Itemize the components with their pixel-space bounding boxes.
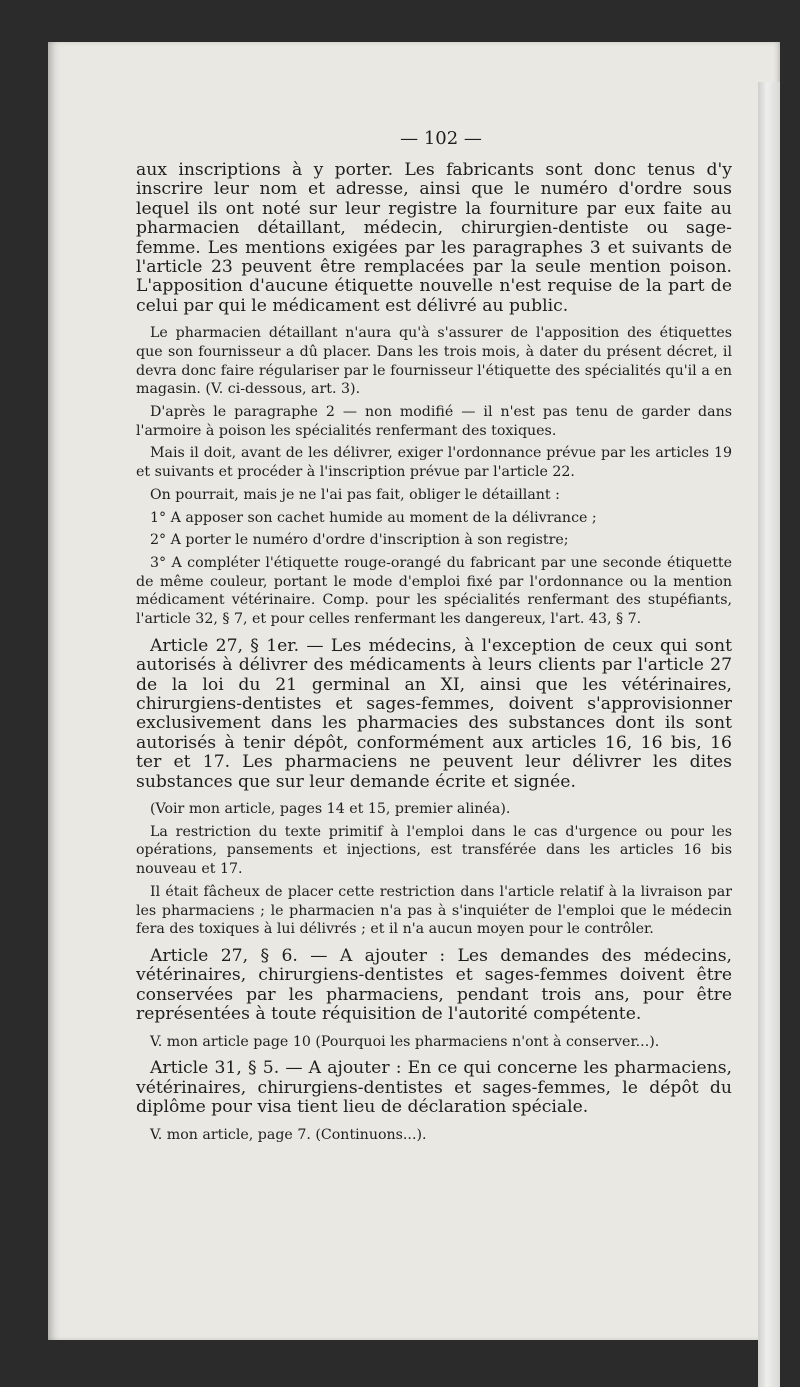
article-27-paragraph-1: Article 27, § 1er. — Les médecins, à l'exception de ceux qui sont autorisés à délivrer des médicaments à leurs clients par l'article 27 de la loi du 21 germinal an XI, ainsi que les vétérinaires, chirurgiens-dentistes et sages-femmes, doivent s'approvisionner exclusivement dans les pharmacies des substances dont ils sont autorisés à tenir dépôt, conformément aux articles 16, 16 bis, 16 ter et 17. Les pharmaciens ne peuvent leur délivrer les dites substances que sur leur demande écrite et signée.: [136, 635, 732, 792]
page-edge: [758, 82, 780, 1387]
paragraph: Il était fâcheux de placer cette restriction dans l'article relatif à la livraison par les pharmaciens ; le pharmacien n'a pas à s'inquiéter de l'emploi que le médecin fera des toxiques à lui délivrés ; et il n'a aucun moyen pour le contrôler.: [136, 883, 732, 938]
article-27-paragraph-6: Article 27, § 6. — A ajouter : Les demandes des médecins, vétérinaires, chirurgiens-dentistes et sages-femmes doivent être conservées par les pharmaciens, pendant trois ans, pour être représentées à toute réquisition de l'autorité compétente.: [136, 945, 732, 1025]
paragraph: La restriction du texte primitif à l'emploi dans le cas d'urgence ou pour les opérations, pansements et injections, est transférée dans les articles 16 bis nouveau et 17.: [136, 823, 732, 878]
list-item: 1° A apposer son cachet humide au moment de la délivrance ;: [150, 509, 597, 526]
paragraph: V. mon article, page 7. (Continuons...).: [150, 1126, 427, 1143]
paragraph: Mais il doit, avant de les délivrer, exiger l'ordonnance prévue par les articles 19 et suivants et procéder à l'inscription prévue par l'article 22.: [136, 445, 732, 481]
list-item: 3° A compléter l'étiquette rouge-orangé du fabricant par une seconde étiquette de même couleur, portant le mode d'emploi fixé par l'ordonnance ou la mention médicament vétérinaire. Comp. pour les spécialités renfermant des stupéfiants, l'article 32, § 7, et pour celles renfermant les dangereux, l'art. 43, § 7.: [136, 554, 732, 628]
paragraph: (Voir mon article, pages 14 et 15, premier alinéa).: [150, 801, 511, 818]
list-item: 2° A porter le numéro d'ordre d'inscription à son registre;: [150, 532, 569, 549]
paragraph: On pourrait, mais je ne l'ai pas fait, obliger le détaillant :: [150, 486, 560, 503]
paragraph-continuation: aux inscriptions à y porter. Les fabricants sont donc tenus d'y inscrire leur nom et adresse, ainsi que le numéro d'ordre sous lequel ils ont noté sur leur registre la fourniture par eux faite au pharmacien détaillant, médecin, chirurgien-dentiste ou sage-femme. Les mentions exigées par les paragraphes 3 et suivants de l'article 23 peuvent être remplacées par la seule mention poison. L'apposition d'aucune étiquette nouvelle n'est requise de la part de celui par qui le médicament est délivré au public.: [136, 160, 732, 316]
paragraph: Le pharmacien détaillant n'aura qu'à s'assurer de l'apposition des étiquettes que son fournisseur a dû placer. Dans les trois mois, à dater du présent décret, il devra donc faire régulariser par le fournisseur l'étiquette des spécialités qu'il a en magasin. (V. ci-dessous, art. 3).: [136, 325, 732, 398]
article-31-paragraph-5: Article 31, § 5. — A ajouter : En ce qui concerne les pharmaciens, vétérinaires, chirurgiens-dentistes et sages-femmes, le dépôt du diplôme pour visa tient lieu de déclaration spéciale.: [136, 1058, 732, 1118]
page-text: [136, 128, 732, 1144]
paragraph: V. mon article page 10 (Pourquoi les pharmaciens n'ont à conserver...).: [150, 1033, 660, 1050]
page-number: — 102 —: [400, 128, 482, 149]
paragraph: D'après le paragraphe 2 — non modifié — il n'est pas tenu de garder dans l'armoire à poison les spécialités renfermant des toxiques.: [136, 404, 732, 439]
